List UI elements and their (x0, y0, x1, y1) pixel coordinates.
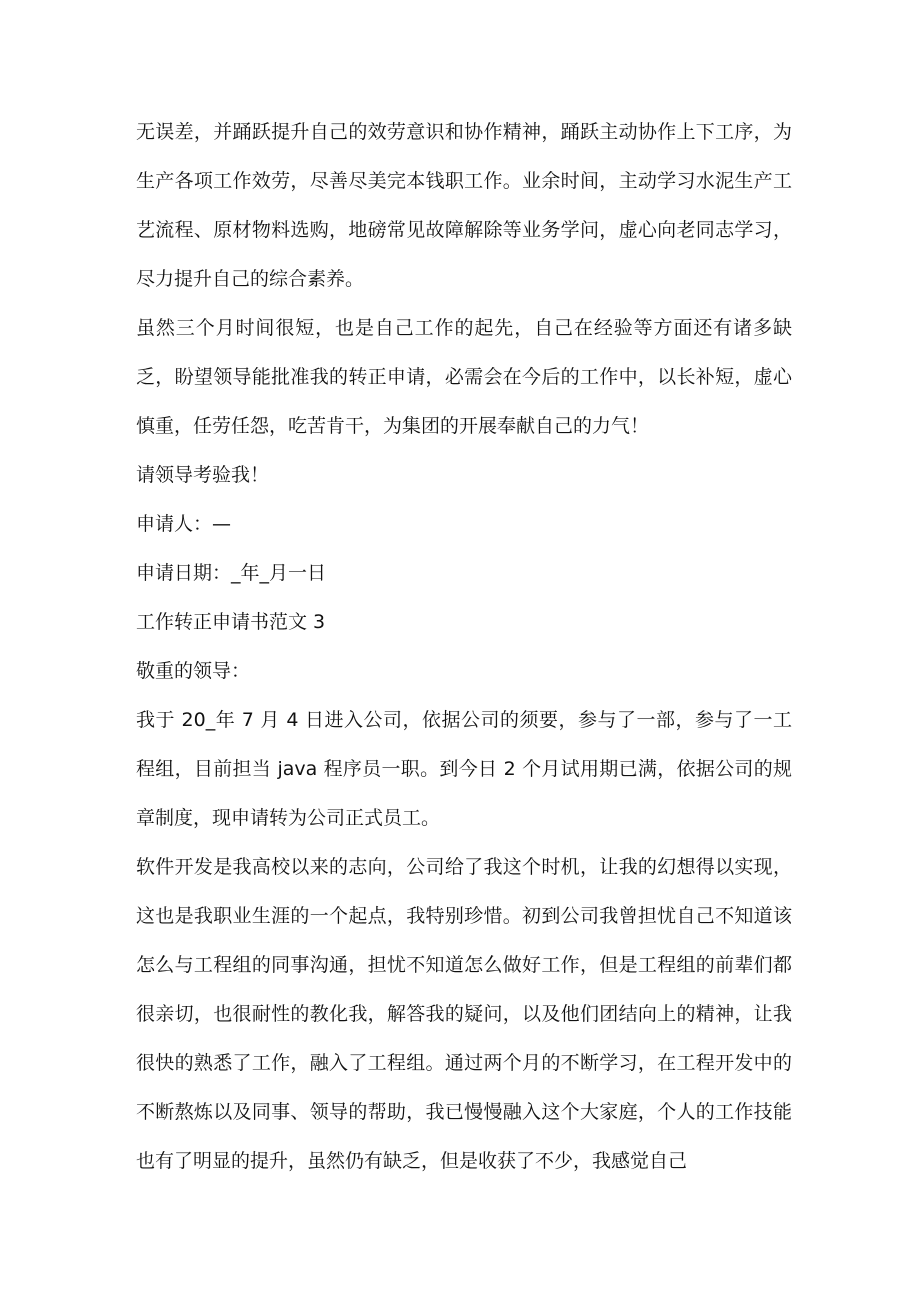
application-date-line: 申请日期：_年_月一日 (136, 562, 327, 584)
paragraph-join-company: 我于 20_年 7 月 4 日进入公司，依据公司的须要，参与了一部，参与了一工程组，目前担当 java 程序员一职。到今日 2 个月试用期已满，依据公司的规章制度，现申请转为公司正式员工。 (136, 709, 792, 829)
document-body (136, 108, 792, 1186)
applicant-line: 申请人：— (136, 513, 232, 535)
section-heading: 工作转正申请书范文 3 (136, 611, 326, 633)
paragraph-request-approval: 虽然三个月时间很短，也是自己工作的起先，自己在经验等方面还有诸多缺乏，盼望领导能批准我的转正申请，必需会在今后的工作中，以长补短，虚心慎重，任劳任怨，吃苦肯干，为集团的开展奉献自己的力气！ (136, 317, 792, 437)
closing-line: 请领导考验我！ (136, 464, 270, 486)
paragraph-work-attitude: 无误差，并踊跃提升自己的效劳意识和协作精神，踊跃主动协作上下工序，为生产各项工作效劳，尽善尽美完本钱职工作。业余时间，主动学习水泥生产工艺流程、原材物料选购，地磅常见故障解除等业务学问，虚心向老同志学习，尽力提升自己的综合素养。 (136, 121, 792, 290)
paragraph-career-growth: 软件开发是我高校以来的志向，公司给了我这个时机，让我的幻想得以实现，这也是我职业生涯的一个起点，我特别珍惜。初到公司我曾担忧自己不知道该怎么与工程组的同事沟通，担忧不知道怎么做好工作，但是工程组的前辈们都很亲切，也很耐性的教化我，解答我的疑问，以及他们团结向上的精神，让我很快的熟悉了工作，融入了工程组。通过两个月的不断学习，在工程开发中的不断熬炼以及同事、领导的帮助，我已慢慢融入这个大家庭，个人的工作技能也有了明显的提升，虽然仍有缺乏，但是收获了不少，我感觉自己 (136, 856, 792, 1172)
salutation: 敬重的领导： (136, 660, 251, 682)
